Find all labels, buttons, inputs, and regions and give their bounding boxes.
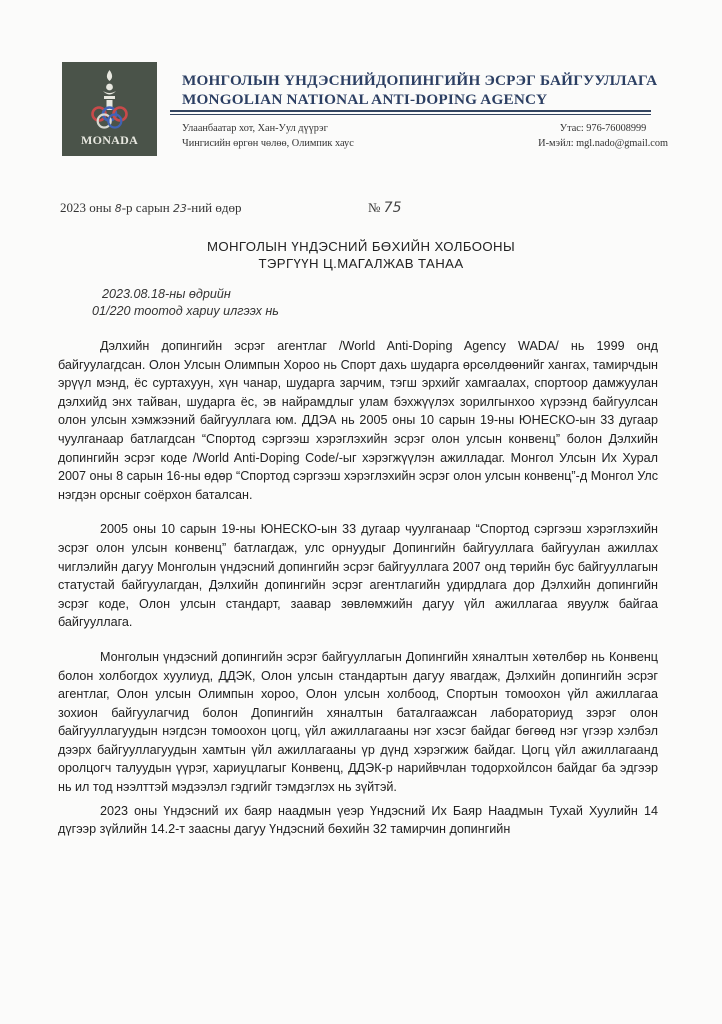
letter-date [60,200,242,216]
date-suffix: -ний өдөр [186,200,242,215]
address-line: Улаанбаатар хот, Хан-Уул дүүрэг [182,123,328,134]
header-divider [170,110,651,112]
address-block [182,121,354,151]
date-mid: -р сарын [121,200,170,215]
date-month-handwritten: 8 [114,202,122,215]
email-address: И-мэйл: mgl.nado@gmail.com [538,138,668,149]
recipient-line: МОНГОЛЫН ҮНДЭСНИЙ БӨХИЙН ХОЛБООНЫ [206,239,516,254]
letter-number [368,200,401,216]
recipient-block [0,238,722,272]
address-line: Чингисийн өргөн чөлөө, Олимпик хаус [182,138,354,149]
header-divider-thin [170,114,651,115]
reference-line: 01/220 тоотод хариу илгээх нь [92,304,279,318]
organization-name [182,71,657,109]
body-paragraph: 2005 оны 10 сарын 19-ны ЮНЕСКО-ын 33 дугаар чуулганаар “Спортод сэргээш хэрэглэхийн эсрэг олон улсын конвенц” батлагдаж, улс орнуудыг Допингийн байгууллага байгуулан ажиллах чиглэлийн дагуу Монголын үндэсний допингийн эсрэг байгууллага 2007 онд төрийн бус байгууллагын статустай байгуулагдан, Дэлхийн допингийн эсрэг агентлагийн удирдлага дор Дэлхийн допингийн эсрэг коде, Олон улсын стандарт, заавар зөвлөмжийн дагуу үйл ажиллагаа явуулж байгаа байгууллага. [58,522,658,630]
phone-number: Утас: 976-76008999 [559,123,647,134]
number-sign: № [368,200,381,215]
recipient-line: ТЭРГҮҮН Ц.МАГАЛЖАВ ТАНАА [258,256,464,271]
monada-logo [62,62,157,156]
number-value-handwritten: 75 [383,200,402,216]
body-paragraph: Дэлхийн допингийн эсрэг агентлаг /World Anti-Doping Agency WADA/ нь 1999 онд байгуулагдсан. Олон Улсын Олимпын Хороо нь Спорт дахь шударга өрсөлдөөнийг хангах, тамирчдын эрүүл мэнд, ёс суртахуун, хүн чанар, шударга зарчим, тэгш эрхийг хамгаалах, спортоор дамжуулан дэлхийд энх тайван, шударга ёс, эв найрамдлыг улам бэхжүүлэх зорилгынхоо хүрээнд байгуулсан олон улсын хэмжээний байгууллага юм. ДДЭА нь 2005 оны 10 сарын 19-ны ЮНЕСКО-ын 33 дугаар чуулганаар батлагдсан “Спортод сэргээш хэрэглэхийн эсрэг олон улсын конвенц” болон Дэлхийн допингийн эсрэг коде /World Anti-Doping Code/-ыг хэрэгжүүлэн ажилладаг. Монгол Улсын Их Хурал 2007 оны 8 сарын 16-ны өдөр “Спортод сэргээш хэрэглэхийн эсрэг олон улсын конвенц”-д Монгол Улс нэгдэн орсныг соёрхон баталсан. [58,339,658,502]
body-paragraph: 2023 оны Үндэсний их баяр наадмын үеэр Үндэсний Их Баяр Наадмын Тухай Хуулийн 14 дүгээр зүйлийн 14.2-т заасны дагуу Үндэсний бөхийн 32 тамирчин допингийн [58,803,658,837]
logo-text: MONADA [80,133,139,147]
body-paragraph: Монголын үндэсний допингийн эсрэг байгууллагын Допингийн хяналтын хөтөлбөр нь Конвенц болон холбогдох хуулиуд, ДДЭК, Олон улсын стандартын дагуу явагдаж, Дэлхийн допингийн эсрэг агентлаг, Олон улсын Олимпын хороо, Олон улсын холбоод, Спортын томоохон үйл ажиллагаа зохион байгуулагчид болон Допингийн хяналтын баталгаажсан лабораториуд зэрэг олон байгууллагуудын нэгдсэн томоохон цогц, үйл ажиллагааны нэг хэсэг байдаг бөгөөд нэг үгээр хэлбэл дээрх байгууллагуудын хамтын үйл ажиллагааны үр дүнд хэрэгжиж байдаг. Цогц үйл ажиллагаанд оролцогч талуудын үүрэг, хариуцлагыг Конвенц, ДДЭК-р нарийвчлан тодорхойлсон байдаг ба эдгээр нь ил тод нээлттэй мэдээлэл гэдгийг тэмдэглэх нь зүйтэй. [58,649,658,795]
date-prefix: 2023 оны [60,200,112,215]
reference-block [92,286,279,320]
contact-block [538,121,668,151]
reference-line: 2023.08.18-ны өдрийн [102,287,231,301]
org-name-mongolian: МОНГОЛЫН ҮНДЭСНИЙДОПИНГИЙН ЭСРЭГ БАЙГУУЛЛАГА [182,72,658,89]
letter-body [58,337,658,855]
date-day-handwritten: 23 [172,202,187,215]
org-name-english: MONGOLIAN NATIONAL ANTI-DOPING AGENCY [182,91,548,108]
